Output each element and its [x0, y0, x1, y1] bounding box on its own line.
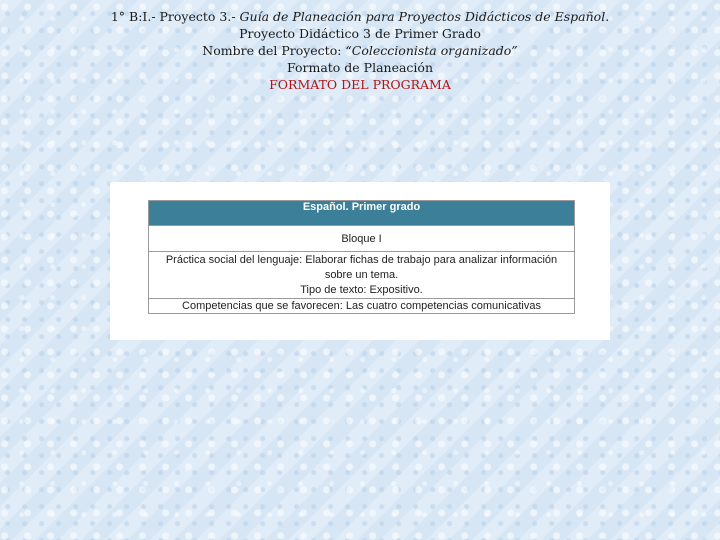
project-name-label: Nombre del Proyecto: — [202, 43, 346, 58]
table-row — [149, 201, 575, 226]
project-name: “Coleccionista organizado” — [345, 43, 518, 58]
table-row — [149, 299, 575, 314]
text-type: Tipo de texto: Expositivo. — [300, 283, 423, 296]
project-line — [0, 8, 720, 25]
practice-text-continued: sobre un tema. — [324, 268, 399, 281]
competencies-cell: Competencias que se favorecen: Las cuatro competencias comunicativas — [149, 299, 575, 314]
practice-text: Práctica social del lenguaje: Elaborar fichas de trabajo para analizar información — [165, 253, 558, 266]
table-row — [149, 252, 575, 299]
program-title: FORMATO DEL PROGRAMA — [269, 77, 451, 92]
program-panel — [110, 182, 610, 340]
table-row — [149, 226, 575, 252]
project-suffix: . — [605, 9, 610, 24]
program-table — [148, 200, 575, 314]
practice-cell — [149, 252, 575, 299]
guide-title: Guía de Planeación para Proyectos Didácticos de Español — [239, 9, 606, 24]
block-cell: Bloque I — [149, 226, 575, 252]
grade-line: Proyecto Didáctico 3 de Primer Grado — [239, 26, 481, 41]
project-prefix: 1° B:I.- Proyecto 3.- — [110, 9, 240, 24]
format-line: Formato de Planeación — [286, 60, 434, 75]
project-name-line — [0, 42, 720, 59]
subject-heading: Español. Primer grado — [149, 201, 575, 226]
page-header — [0, 8, 720, 93]
